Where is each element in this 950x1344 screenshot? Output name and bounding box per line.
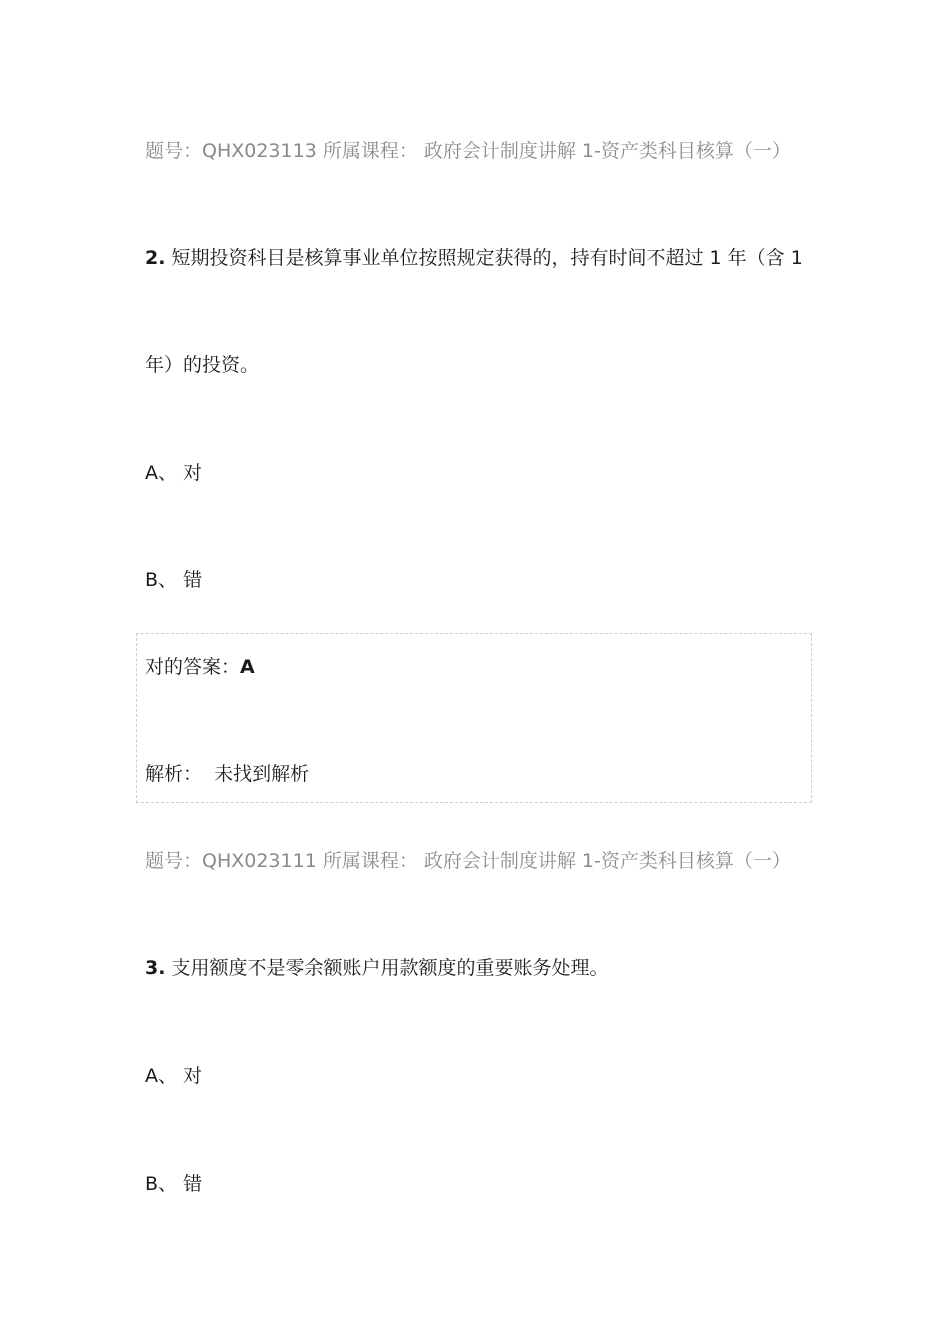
question-3-option-a[interactable]: A、 对 (145, 1065, 203, 1087)
question-2-number: 2. (145, 247, 166, 269)
question-3-number: 3. (145, 957, 166, 979)
question-2-text-line1 (145, 245, 803, 271)
question-3-stem: 支用额度不是零余额账户用款额度的重要账务处理。 (171, 957, 609, 979)
question-2-text-line2: 年）的投资。 (145, 354, 260, 376)
question-2-stem: 短期投资科目是核算事业单位按照规定获得的，持有时间不超过 1 年（含 1 (171, 247, 803, 269)
analysis-label: 解析： (145, 763, 203, 785)
analysis-value: 未找到解析 (214, 763, 310, 785)
question-2-answer (145, 654, 255, 680)
question-2-option-a[interactable]: A、 对 (145, 462, 203, 484)
question-3-text-line1 (145, 955, 609, 981)
question-3-option-b[interactable]: B、 错 (145, 1173, 203, 1195)
question-3-meta: 题号：QHX023111 所属课程： 政府会计制度讲解 1-资产类科目核算（一） (145, 850, 791, 872)
question-2-answer-box (136, 633, 812, 803)
question-2-option-b[interactable]: B、 错 (145, 569, 203, 591)
answer-value: A (240, 656, 255, 678)
question-2-analysis (145, 761, 309, 787)
question-2-meta: 题号：QHX023113 所属课程： 政府会计制度讲解 1-资产类科目核算（一） (145, 140, 791, 162)
answer-label: 对的答案： (145, 656, 241, 678)
